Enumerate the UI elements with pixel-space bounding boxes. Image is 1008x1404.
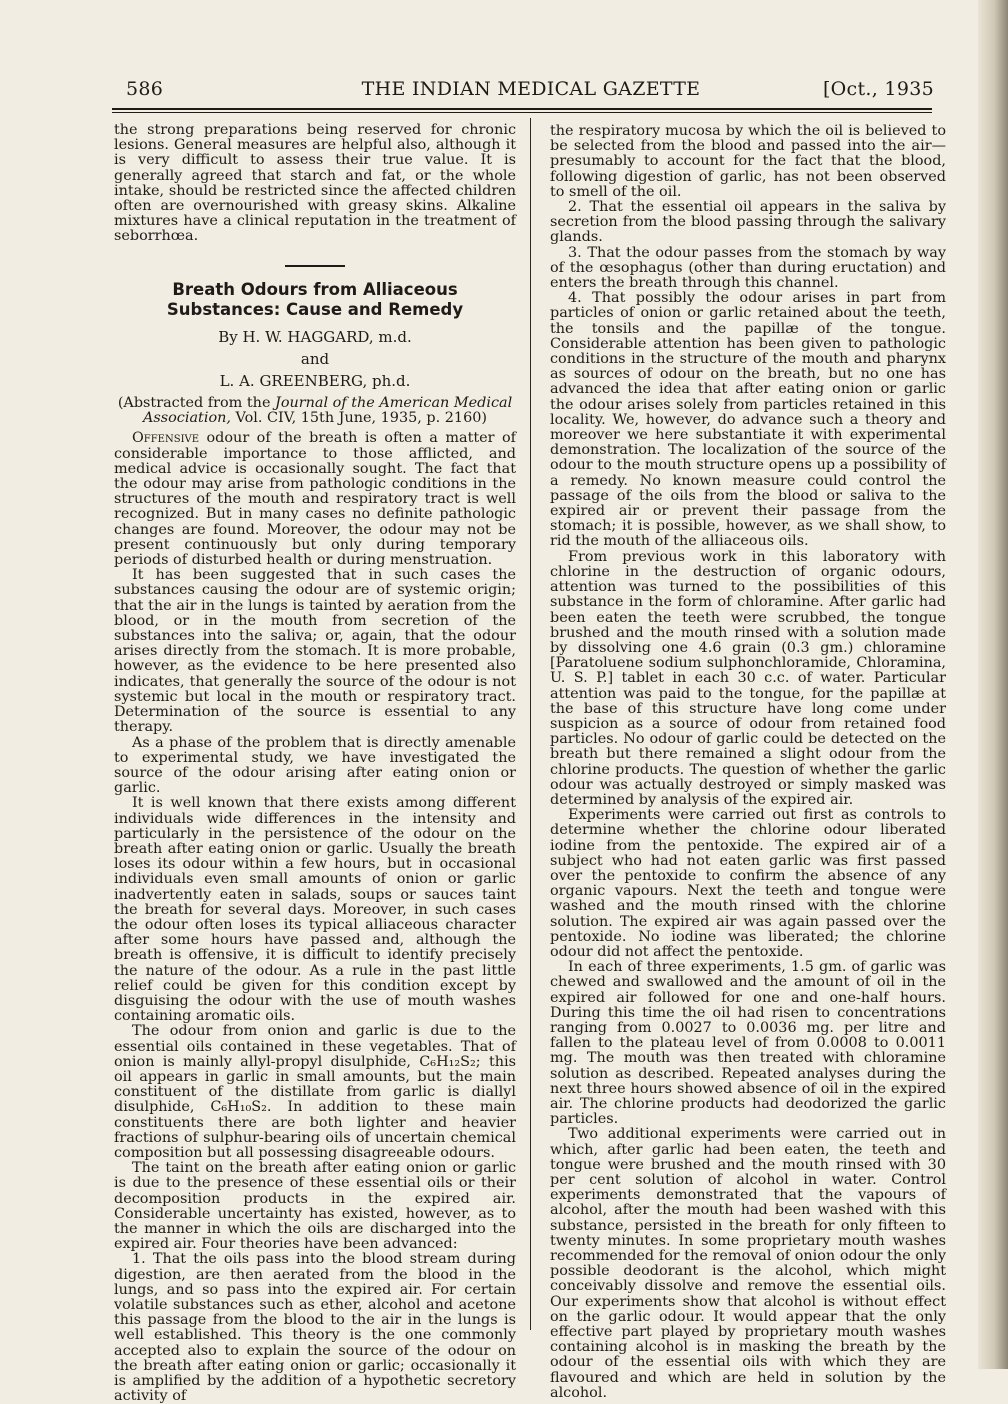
- page-edge-shadow: [978, 0, 1008, 1369]
- left-column: [114, 123, 516, 1404]
- body-paragraph: From previous work in this laboratory with chlorine in the destruction of organic odours, attention was turned to the possibilities of this substance in the form of chloramine. After garlic had been eaten the teeth were scrubbed, the tongue brushed and the mouth rinsed with a solution made by dissolving one 4.6 grain (0.3 gm.) chloramine [Paratoluene sodium sulphonchloramide, Chloramina, U. S. P.] tablet in each 30 c.c. of water. Particular attention was paid to the tongue, for the papillæ at the base of this structure have long come under suspicion as a source of odour from retained food particles. No odour of garlic could be detected on the breath but there remained a slight odour from the chlorine products. The question of whether the garlic odour was actually destroyed or simply masked was determined by analysis of the expired air.: [550, 548, 946, 808]
- body-paragraph: Experiments were carried out first as controls to determine whether the chlorine odour liberated iodine from the pentoxide. The expired air of a subject who had not eaten garlic was first passed over the pentoxide to confirm the absence of any organic vapours. Next the teeth and tongue were washed and the mouth rinsed with the chlorine solution. The expired air was again passed over the pentoxide. No iodine was liberated; the chlorine odour did not affect the pentoxide.: [550, 807, 946, 960]
- body-paragraph: Two additional experiments were carried out in which, after garlic had been eaten, the teeth and tongue were brushed and the mouth rinsed with 30 per cent solution of alcohol in water. Control experiments demonstrated that the vapours of alcohol, after the mouth had been washed with this substance, persisted in the breath for only fifteen to twenty minutes. In some proprietary mouth washes recommended for the removal of onion odour the only possible deodorant is the alcohol, which might conceivably dissolve and remove the essential oils. Our experiments show that alcohol is without effect on the garlic odour. It would appear that the only effective part played by proprietary mouth washes containing alcohol is in masking the breath by the odour of the essential oils with which they are flavoured and which are held in solution by the alcohol.: [550, 1126, 946, 1401]
- chemical-formula: C₆H₁₀S₂: [210, 1099, 267, 1116]
- abstract-source-journal: Journal of the American Medical Association,: [142, 394, 513, 427]
- continuation-paragraph: the strong preparations being reserved for chronic lesions. General measures are helpful also, although it is very difficult to assess their true value. It is generally agreed that starch and fat, or the whole intake, should be restricted since the affected children often are overnourished with greasy skins. Alkaline mixtures have a clinical reputation in the treatment of seborrhœa.: [114, 122, 516, 245]
- body-paragraph: 4. That possibly the odour arises in part from particles of onion or garlic retained about the teeth, the tonsils and the papillæ of the tongue. Considerable attention has been given to pathologic conditions in the structure of the mouth and pharynx as sources of odour on the breath, but no one has advanced the idea that after eating onion or garlic the odour arises solely from particles retained in this locality. We, however, do advance such a theory and moreover we here substantiate it with experimental demonstration. The localization of the source of the odour to the mouth structure opens up a possibility of a remedy. No known measure could control the passage of the oils from the blood or saliva to the expired air or prevent their passage from the stomach; it is possible, however, as we shall show, to rid the mouth of the alliaceous oils.: [550, 290, 946, 550]
- body-paragraph: 2. That the essential oil appears in the saliva by secretion from the blood passing through the salivary glands.: [550, 199, 946, 246]
- body-paragraph: [114, 431, 516, 568]
- body-text: . In addition to these main constituents there are both lighter and heavier fractions of sulphur-bearing oils of uncertain chemical composition but all possessing disagreeable odours.: [114, 1099, 516, 1161]
- body-paragraph: It is well known that there exists among different individuals wide differences in the intensity and particularly in the persistence of the odour on the breath after eating onion or garlic. Usually the breath loses its odour within a few hours, but in occasional individuals even small amounts of onion or garlic inadvertently eaten in salads, soups or sauces taint the breath for several days. Moreover, in such cases the odour often loses its typical alliaceous character after some hours have passed and, although the breath is offensive, it is difficult to identify precisely the nature of the odour. As a rule in the past little relief could be given for this condition except by disguising the odour with the use of mouth washes containing aromatic oils.: [114, 795, 516, 1025]
- body-paragraph: The taint on the breath after eating onion or garlic is due to the presence of these essential oils or their decomposition products in the expired air. Considerable uncertainty has existed, however, as to the manner in which the oils are discharged into the expired air. Four theories have been advanced:: [114, 1160, 516, 1253]
- body-text: ; this oil appears in garlic in small amounts, but the main constituent of the distillate from garlic is diallyl disulphide,: [114, 1053, 516, 1116]
- body-paragraph: 1. That the oils pass into the blood stream during digestion, are then aerated from the blood in the lungs, and so pass into the expired air. For certain volatile substances such as ether, alcohol and acetone this passage from the blood to the air in the lungs is well established. This theory is the one commonly accepted also to explain the source of the odour on the breath after eating onion or garlic; occasionally it is amplified by the addition of a hypothetic secretory activity of: [114, 1251, 516, 1404]
- header-rule-thin: [112, 112, 932, 113]
- byline-first-author: By H. W. HAGGARD, m.d.: [218, 327, 412, 346]
- body-paragraph: 3. That the odour passes from the stomach by way of the œsophagus (other than during eructation) and enters the breath through this channel.: [550, 244, 946, 292]
- body-paragraph: It has been suggested that in such cases the substances causing the odour are of systemic origin; that the air in the lungs is tainted by aeration from the blood, or in the mouth from secretion of the substances into the saliva; or, again, that the odour arises directly from the stomach. It is more probable, however, as the evidence to be here presented also indicates, that generally the source of the odour is not systemic but local in the mouth or respiratory tract. Determination of the source is essential to any therapy.: [114, 567, 516, 736]
- byline-and: and: [300, 349, 330, 368]
- header-rule: [112, 108, 932, 110]
- abstract-source-post: Vol. CIV, 15th June, 1935, p. 2160): [230, 410, 488, 427]
- section-separator: [285, 265, 345, 267]
- page-number: 586: [126, 78, 164, 100]
- body-paragraph: As a phase of the problem that is directly amenable to experimental study, we have investigated the source of the odour arising after eating onion or garlic.: [114, 734, 516, 797]
- body-paragraph: the respiratory mucosa by which the oil is believed to be selected from the blood and passed into the air—presumably to account for the fact that the blood, following digestion of garlic, has not been observed to smell of the oil.: [550, 123, 946, 200]
- running-header: [112, 78, 950, 108]
- article-title: Breath Odours from Alliaceous Substances: Cause and Remedy: [166, 279, 464, 319]
- chemical-formula: C₆H₁₂S₂: [419, 1053, 476, 1070]
- lead-word: Offensive: [132, 430, 200, 447]
- body-text: The odour from onion and garlic is due to the essential oils contained in these vegetables. That of onion is mainly allyl-propyl disulphide,: [114, 1023, 516, 1070]
- abstract-source: [114, 396, 516, 427]
- right-column: [550, 124, 946, 1401]
- byline-second-author: L. A. GREENBERG, ph.d.: [219, 371, 411, 390]
- body-text: odour of the breath is often a matter of considerable importance to those afflicted, and medical advice is occasionally sought. The fact that the odour may arise from pathologic conditions in the structures of the mouth and respiratory tract is well recognized. But in many cases no definite pathologic changes are found. Moreover, the odour may not be present continuously but only during temporary periods of disturbed health or during menstruation.: [114, 430, 516, 569]
- issue-date: [Oct., 1935: [822, 78, 934, 100]
- column-divider: [530, 118, 531, 1330]
- journal-title: THE INDIAN MEDICAL GAZETTE: [361, 78, 701, 100]
- abstract-source-pre: (Abstracted from the: [117, 394, 276, 411]
- body-paragraph: In each of three experiments, 1.5 gm. of garlic was chewed and swallowed and the amount of oil in the expired air followed for one and one-half hours. During this time the oil had risen to concentrations ranging from 0.0027 to 0.0036 mg. per litre and fallen to the plateau level of from 0.0008 to 0.0011 mg. The mouth was then treated with chloramine solution as described. Repeated analyses during the next three hours showed absence of oil in the expired air. The chlorine products had deodorized the garlic particles.: [550, 959, 946, 1128]
- body-paragraph: [114, 1024, 516, 1161]
